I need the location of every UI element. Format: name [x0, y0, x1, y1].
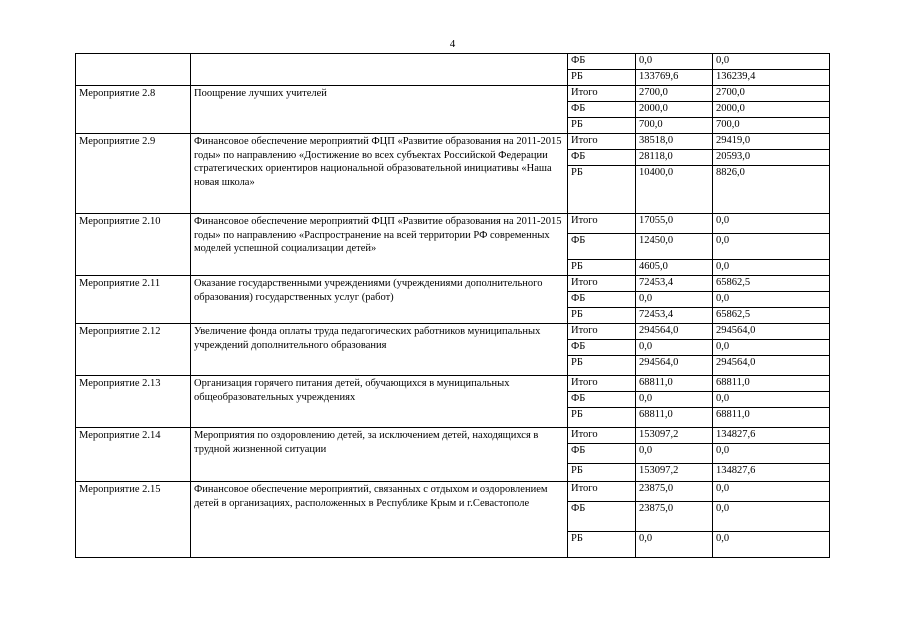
amount-cell-1: 294564,0 [636, 324, 713, 340]
event-code-cell: Мероприятие 2.11 [76, 276, 191, 324]
event-description-cell: Мероприятия по оздоровлению детей, за исключением детей, находящихся в трудной жизненной ситуации [191, 428, 568, 482]
amount-cell-2: 0,0 [713, 234, 830, 260]
funding-source-cell: РБ [568, 308, 636, 324]
event-code-cell: Мероприятие 2.12 [76, 324, 191, 376]
amount-cell-1: 38518,0 [636, 134, 713, 150]
amount-cell-2: 2000,0 [713, 102, 830, 118]
amount-cell-2: 294564,0 [713, 356, 830, 376]
funding-source-cell: ФБ [568, 102, 636, 118]
amount-cell-1: 0,0 [636, 54, 713, 70]
funding-source-cell: ФБ [568, 340, 636, 356]
event-description-cell: Финансовое обеспечение мероприятий, связанных с отдыхом и оздоровлением детей в организациях, расположенных в Республике Крым и г.Севастополе [191, 482, 568, 558]
funding-source-cell: Итого [568, 134, 636, 150]
funding-source-cell: Итого [568, 428, 636, 444]
event-description-cell: Увеличение фонда оплаты труда педагогических работников муниципальных учреждений дополнительного образования [191, 324, 568, 376]
event-description-cell: Организация горячего питания детей, обучающихся в муниципальных общеобразовательных учреждениях [191, 376, 568, 428]
funding-source-cell: ФБ [568, 502, 636, 532]
table-row [76, 276, 830, 292]
amount-cell-2: 68811,0 [713, 376, 830, 392]
amount-cell-2: 29419,0 [713, 134, 830, 150]
amount-cell-1: 0,0 [636, 340, 713, 356]
amount-cell-1: 0,0 [636, 532, 713, 558]
amount-cell-2: 294564,0 [713, 324, 830, 340]
funding-source-cell: РБ [568, 464, 636, 482]
event-code-cell [76, 54, 191, 86]
amount-cell-1: 700,0 [636, 118, 713, 134]
amount-cell-1: 28118,0 [636, 150, 713, 166]
table-row [76, 54, 830, 70]
event-code-cell: Мероприятие 2.14 [76, 428, 191, 482]
amount-cell-1: 23875,0 [636, 482, 713, 502]
funding-source-cell: РБ [568, 118, 636, 134]
event-code-cell: Мероприятие 2.10 [76, 214, 191, 276]
table-row [76, 214, 830, 234]
funding-source-cell: ФБ [568, 292, 636, 308]
amount-cell-2: 65862,5 [713, 276, 830, 292]
event-code-cell: Мероприятие 2.13 [76, 376, 191, 428]
amount-cell-2: 2700,0 [713, 86, 830, 102]
budget-table-body [76, 54, 830, 558]
funding-source-cell: РБ [568, 260, 636, 276]
funding-source-cell: РБ [568, 356, 636, 376]
amount-cell-2: 0,0 [713, 340, 830, 356]
funding-source-cell: ФБ [568, 444, 636, 464]
amount-cell-2: 700,0 [713, 118, 830, 134]
funding-source-cell: РБ [568, 532, 636, 558]
amount-cell-2: 8826,0 [713, 166, 830, 214]
amount-cell-1: 2000,0 [636, 102, 713, 118]
amount-cell-1: 10400,0 [636, 166, 713, 214]
amount-cell-1: 133769,6 [636, 70, 713, 86]
amount-cell-1: 2700,0 [636, 86, 713, 102]
funding-source-cell: Итого [568, 86, 636, 102]
amount-cell-1: 294564,0 [636, 356, 713, 376]
amount-cell-1: 12450,0 [636, 234, 713, 260]
table-row [76, 482, 830, 502]
amount-cell-2: 0,0 [713, 502, 830, 532]
amount-cell-2: 0,0 [713, 260, 830, 276]
table-row [76, 376, 830, 392]
funding-source-cell: Итого [568, 214, 636, 234]
table-row [76, 324, 830, 340]
table-row [76, 428, 830, 444]
amount-cell-2: 134827,6 [713, 428, 830, 444]
funding-source-cell: РБ [568, 166, 636, 214]
amount-cell-1: 23875,0 [636, 502, 713, 532]
funding-source-cell: Итого [568, 324, 636, 340]
event-description-cell: Поощрение лучших учителей [191, 86, 568, 134]
amount-cell-2: 134827,6 [713, 464, 830, 482]
event-code-cell: Мероприятие 2.8 [76, 86, 191, 134]
budget-table [75, 53, 830, 558]
amount-cell-1: 68811,0 [636, 376, 713, 392]
table-row [76, 134, 830, 150]
amount-cell-1: 0,0 [636, 392, 713, 408]
amount-cell-1: 72453,4 [636, 308, 713, 324]
amount-cell-2: 0,0 [713, 392, 830, 408]
amount-cell-2: 0,0 [713, 292, 830, 308]
event-description-cell: Финансовое обеспечение мероприятий ФЦП «Развитие образования на 2011-2015 годы» по направлению «Достижение во всех субъектах Российской Федерации стратегических ориентиров национальной образовательной инициативы «Наша новая школа» [191, 134, 568, 214]
amount-cell-1: 4605,0 [636, 260, 713, 276]
amount-cell-2: 20593,0 [713, 150, 830, 166]
funding-source-cell: ФБ [568, 54, 636, 70]
amount-cell-2: 136239,4 [713, 70, 830, 86]
amount-cell-2: 0,0 [713, 214, 830, 234]
funding-source-cell: РБ [568, 408, 636, 428]
funding-source-cell: РБ [568, 70, 636, 86]
funding-source-cell: Итого [568, 376, 636, 392]
amount-cell-1: 68811,0 [636, 408, 713, 428]
amount-cell-1: 0,0 [636, 444, 713, 464]
event-description-cell: Финансовое обеспечение мероприятий ФЦП «Развитие образования на 2011-2015 годы» по направлению «Распространение на всей территории РФ современных моделей успешной социализации детей» [191, 214, 568, 276]
table-row [76, 86, 830, 102]
event-description-cell: Оказание государственными учреждениями (учреждениями дополнительного образования) государственных услуг (работ) [191, 276, 568, 324]
amount-cell-1: 153097,2 [636, 428, 713, 444]
funding-source-cell: ФБ [568, 150, 636, 166]
amount-cell-1: 17055,0 [636, 214, 713, 234]
amount-cell-2: 0,0 [713, 444, 830, 464]
event-description-cell [191, 54, 568, 86]
amount-cell-1: 72453,4 [636, 276, 713, 292]
amount-cell-2: 65862,5 [713, 308, 830, 324]
amount-cell-2: 0,0 [713, 482, 830, 502]
funding-source-cell: Итого [568, 276, 636, 292]
funding-source-cell: ФБ [568, 234, 636, 260]
page-number: 4 [449, 38, 456, 50]
funding-source-cell: Итого [568, 482, 636, 502]
funding-source-cell: ФБ [568, 392, 636, 408]
event-code-cell: Мероприятие 2.9 [76, 134, 191, 214]
amount-cell-2: 68811,0 [713, 408, 830, 428]
amount-cell-2: 0,0 [713, 532, 830, 558]
event-code-cell: Мероприятие 2.15 [76, 482, 191, 558]
amount-cell-1: 153097,2 [636, 464, 713, 482]
amount-cell-1: 0,0 [636, 292, 713, 308]
amount-cell-2: 0,0 [713, 54, 830, 70]
